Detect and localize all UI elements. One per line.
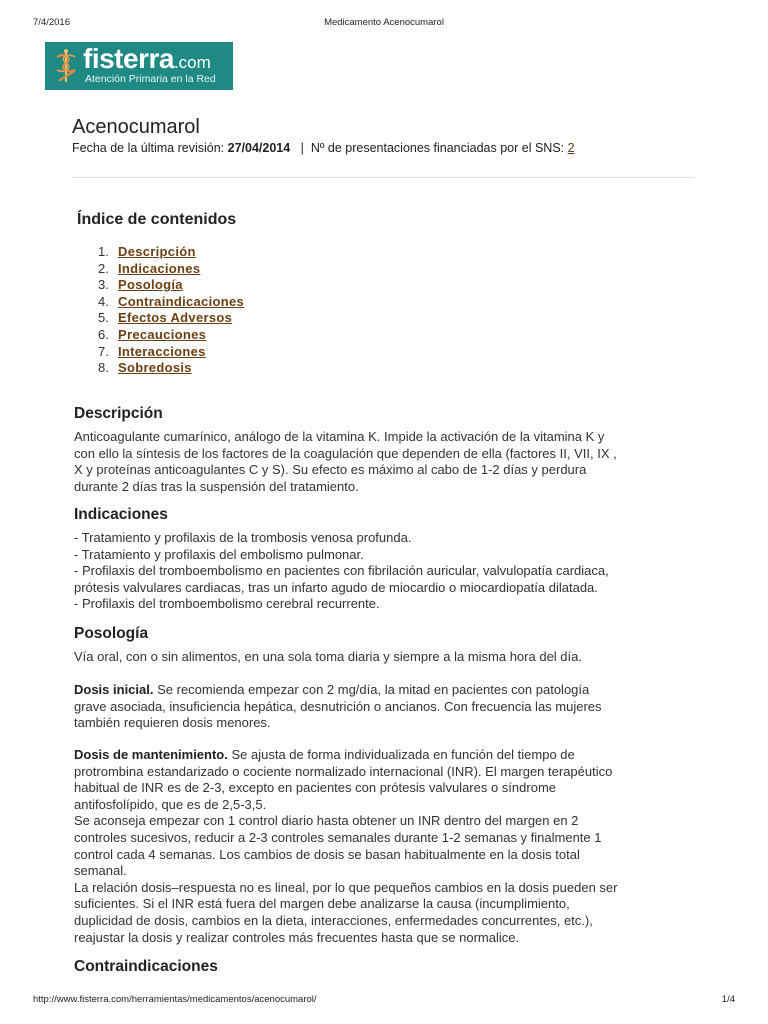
toc-link-precauciones[interactable]: Precauciones (118, 326, 207, 342)
toc-item (98, 294, 244, 311)
revision-meta (72, 141, 575, 155)
text-line: grave asociada, insuficiencia hepática, desnutrición o ancianos. Con frecuencia las mujeres (74, 698, 602, 714)
indicaciones-text (74, 530, 700, 613)
text-line: - Tratamiento y profilaxis de la trombosis venosa profunda. (74, 530, 412, 545)
dosis-inicial-label: Dosis inicial. (74, 682, 154, 697)
logo-domain: .com (173, 53, 211, 72)
text-line: durante 2 días tras la suspensión del tratamiento. (74, 478, 359, 494)
dosis-mantenimiento-label: Dosis de mantenimiento. (74, 747, 228, 762)
toc-item-number: 1. (98, 244, 109, 259)
text-line: Se aconseja empezar con 1 control diario hasta obtener un INR dentro del margen en 2 (74, 813, 579, 829)
fisterra-logo[interactable] (45, 42, 233, 90)
text-line: protrombina estandarizado o cociente normalizado internacional (INR). El margen terapéutico (74, 763, 613, 779)
text-line: control cada 4 semanas. Los cambios de dosis se basan habitualmente en la dosis total (74, 846, 580, 862)
text-line: antifosfolípido, que es de 2,5-3,5. (74, 796, 267, 812)
table-of-contents (98, 244, 244, 377)
revision-label: Fecha de la última revisión: (72, 141, 225, 155)
toc-link-indicaciones[interactable]: Indicaciones (118, 260, 201, 276)
toc-item-number: 8. (98, 360, 109, 376)
text-line: Anticoagulante cumarínico, análogo de la vitamina K. Impide la activación de la vitamina K y (74, 429, 605, 444)
header-divider (72, 177, 694, 178)
posologia-intro (74, 649, 700, 666)
print-date: 7/4/2016 (33, 17, 70, 28)
descripcion-text (74, 429, 700, 495)
toc-link-posologia[interactable]: Posología (118, 277, 183, 293)
text-line (74, 747, 700, 764)
text-line (74, 682, 700, 699)
toc-link-interacciones[interactable]: Interacciones (118, 343, 206, 359)
toc-item (98, 360, 244, 377)
text-line: reajustar la dosis y realizar controles más frecuentes hasta que se normalice. (74, 929, 520, 945)
dosis-inicial-first-line: Se recomienda empezar con 2 mg/día, la mitad en pacientes con patología (153, 682, 590, 697)
toc-link-sobredosis[interactable]: Sobredosis (118, 360, 192, 376)
toc-link-efectos-adversos[interactable]: Efectos Adversos (118, 310, 233, 326)
print-footer (33, 994, 735, 1008)
toc-item (98, 244, 244, 261)
toc-item-number: 4. (98, 293, 109, 309)
revision-date: 27/04/2014 (227, 141, 291, 155)
toc-item-number: 7. (98, 343, 109, 359)
toc-item (98, 277, 244, 294)
text-line: - Tratamiento y profilaxis del embolismo pulmonar. (74, 546, 364, 562)
text-line: con ello la síntesis de los factores de la coagulación que dependen de ella (factores II, VII, IX , (74, 445, 617, 461)
print-header (33, 17, 735, 31)
text-line: semanal. (74, 863, 127, 879)
dosis-mantenimiento-first-line: Se ajusta de forma individualizada en función del tiempo de (227, 747, 575, 762)
text-line: X y proteínas anticoagulantes C y S). Su efecto es máximo al cabo de 1-2 días y perdura (74, 462, 587, 478)
page-title: Acenocumarol (72, 116, 200, 138)
toc-item (98, 261, 244, 278)
print-document-title: Medicamento Acenocumarol (324, 17, 444, 28)
section-title-indicaciones: Indicaciones (74, 506, 168, 523)
toc-item (98, 327, 244, 344)
toc-item-number: 6. (98, 326, 109, 342)
print-url: http://www.fisterra.com/herramientas/medicamentos/acenocumarol/ (33, 994, 317, 1005)
toc-item-number: 2. (98, 260, 109, 276)
toc-title: Índice de contenidos (77, 211, 237, 228)
section-title-descripcion: Descripción (74, 405, 163, 422)
presentations-count-link[interactable]: 2 (567, 141, 575, 155)
toc-link-descripcion[interactable]: Descripción (118, 244, 196, 259)
toc-link-contraindicaciones[interactable]: Contraindicaciones (118, 293, 245, 309)
toc-item-number: 3. (98, 277, 109, 293)
presentations-label: Nº de presentaciones financiadas por el SNS: (310, 141, 565, 155)
caduceus-icon (51, 48, 81, 84)
text-line: suficientes. Si el INR está fuera del margen debe analizarse la causa (incumplimiento, (74, 896, 570, 912)
toc-item (98, 344, 244, 361)
section-title-contraindicaciones: Contraindicaciones (74, 958, 218, 975)
section-title-posologia: Posología (74, 625, 149, 642)
dosis-mantenimiento-text (74, 747, 700, 946)
logo-tagline: Atención Primaria en la Red (85, 73, 216, 85)
text-line: Vía oral, con o sin alimentos, en una sola toma diaria y siempre a la misma hora del día. (74, 649, 582, 664)
toc-item-number: 5. (98, 310, 109, 326)
text-line: habitual de INR es de 2-3, excepto en pacientes con prótesis valvulares o síndrome (74, 780, 556, 796)
text-line: también requieren dosis menores. (74, 715, 271, 731)
text-line: duplicidad de dosis, cambios en la dieta, interacciones, enfermedades concurrentes, etc.), (74, 912, 593, 928)
page-number: 1/4 (721, 994, 735, 1005)
text-line: La relación dosis–respuesta no es lineal, por lo que pequeños cambios en la dosis pueden ser (74, 879, 618, 895)
dosis-inicial-text (74, 682, 700, 732)
text-line: prótesis valvulares cardiacas, tras un infarto agudo de miocardio o miocardiopatía dilatada. (74, 579, 598, 595)
toc-item (98, 310, 244, 327)
text-line: controles sucesivos, reducir a 2-3 controles semanales durante 1-2 semanas y finalmente 1 (74, 829, 602, 845)
text-line: - Profilaxis del tromboembolismo en pacientes con fibrilación auricular, valvulopatía cardiaca, (74, 563, 609, 579)
meta-separator: | (300, 141, 304, 155)
logo-brand-name: fisterra (83, 43, 174, 74)
text-line: - Profilaxis del tromboembolismo cerebral recurrente. (74, 596, 380, 612)
